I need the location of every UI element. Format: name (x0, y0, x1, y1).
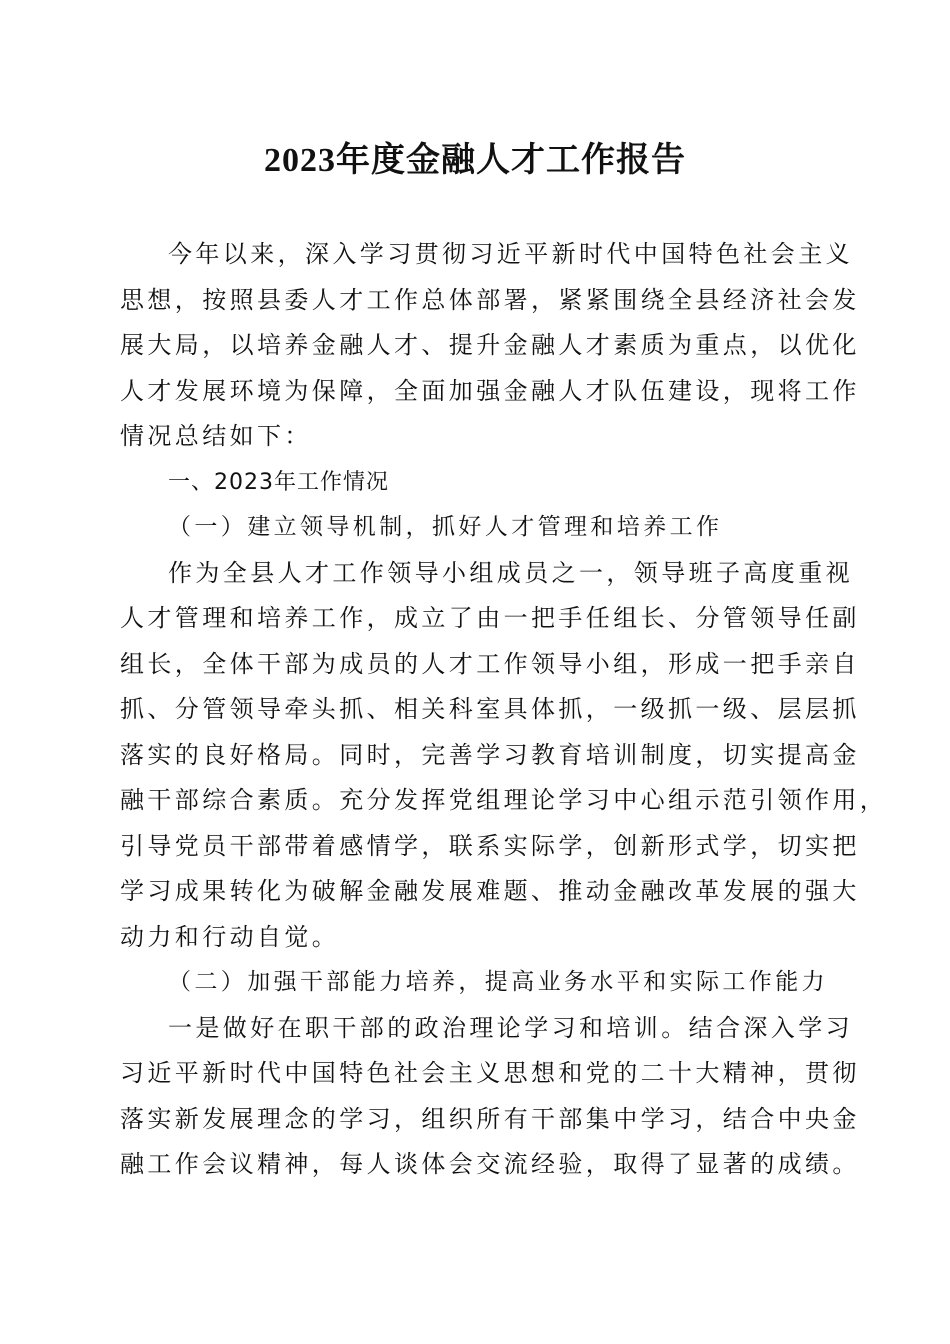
subsection-heading-1: （一）建立领导机制，抓好人才管理和培养工作 (168, 514, 723, 540)
paragraph-line: 组长，全体干部为成员的人才工作领导小组，形成一把手亲自 (120, 649, 860, 678)
paragraph-line: 一是做好在职干部的政治理论学习和培训。结合深入学习 (168, 1013, 853, 1042)
paragraph-line: 习近平新时代中国特色社会主义思想和党的二十大精神，贯彻 (120, 1059, 860, 1087)
paragraph-line: 抓、分管领导牵头抓、相关科室具体抓，一级抓一级、层层抓 (120, 695, 860, 723)
subsection-heading-2: （二）加强干部能力培养，提高业务水平和实际工作能力 (168, 969, 828, 995)
paragraph-line: 作为全县人才工作领导小组成员之一，领导班子高度重视 (168, 558, 853, 587)
paragraph-line: 学习成果转化为破解金融发展难题、推动金融改革发展的强大 (120, 877, 860, 905)
intro-line: 今年以来，深入学习贯彻习近平新时代中国特色社会主义 (168, 240, 853, 268)
paragraph-line: 落实的良好格局。同时，完善学习教育培训制度，切实提高金 (120, 740, 860, 769)
intro-line: 人才发展环境为保障，全面加强金融人才队伍建设，现将工作 (120, 376, 860, 405)
intro-line: 情况总结如下： (120, 422, 312, 450)
intro-line: 展大局，以培养金融人才、提升金融人才素质为重点，以优化 (120, 331, 860, 359)
paragraph-line: 融工作会议精神，每人谈体会交流经验，取得了显著的成绩。 (120, 1150, 860, 1178)
paragraph-line: 落实新发展理念的学习，组织所有干部集中学习，结合中央金 (120, 1104, 860, 1133)
paragraph-line: 人才管理和培养工作，成立了由一把手任组长、分管领导任副 (120, 604, 860, 632)
paragraph-line: 融干部综合素质。充分发挥党组理论学习中心组示范引领作用， (120, 786, 888, 814)
intro-line: 思想，按照县委人才工作总体部署，紧紧围绕全县经济社会发 (120, 285, 860, 314)
paragraph-line: 动力和行动自觉。 (120, 922, 340, 951)
document-body (120, 232, 888, 1188)
section-heading-1: 一、2023年工作情况 (168, 469, 389, 495)
paragraph-line: 引导党员干部带着感情学，联系实际学，创新形式学，切实把 (120, 831, 860, 860)
document-title: 2023年度金融人才工作报告 (264, 142, 686, 179)
